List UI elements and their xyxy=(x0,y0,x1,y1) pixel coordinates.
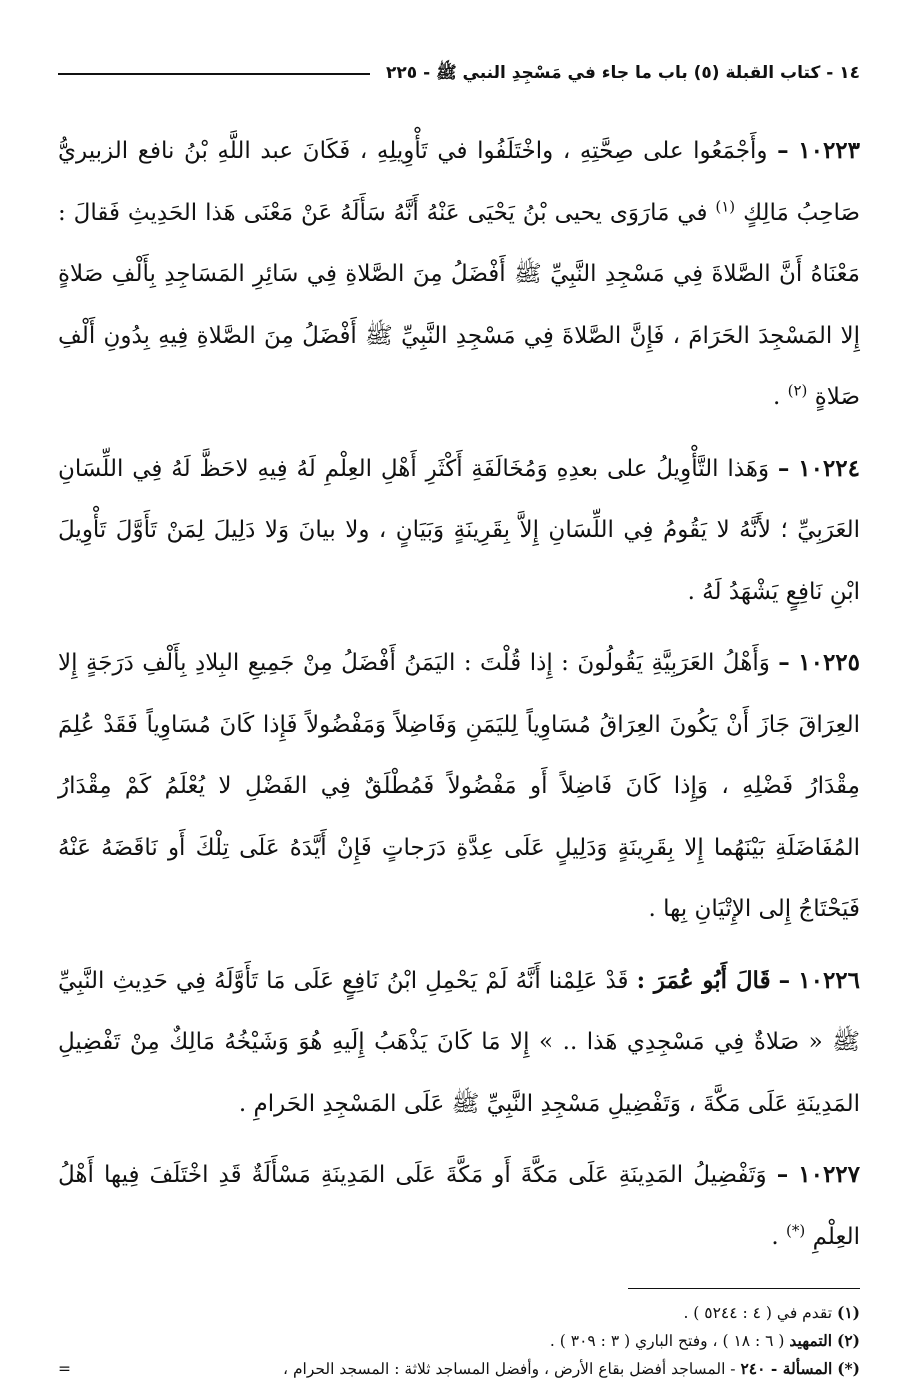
paragraph-number: ١٠٢٢٧ xyxy=(798,1161,861,1188)
footnote-mark: (*) xyxy=(837,1359,860,1378)
footnote-text: تقدم في ( ٤ : ٥٢٤٤ ) . xyxy=(683,1304,833,1322)
paragraph-dash: – xyxy=(778,649,790,676)
footnote-ref-2[interactable]: (٢) xyxy=(787,381,808,400)
paragraph-text-cont: في مَارَوَى يحيى بْنُ يَحْيَى عَنْهُ أَنَّهُ سَأَلَهُ عَنْ مَعْنَى هَذا الحَدِيثِ فَقالَ : مَعْنَاهُ أَنَّ الصَّلاةَ فِي مَسْجِدِ النَّبِيِّ ﷺ أَفْضَلُ مِنَ الصَّلاةِ فِي سَائِرِ المَسَاجِدِ بِأَلْفِ صَلاةٍ إِلا المَسْجِدَ الحَرَامَ ، فَإِنَّ الصَّلاةَ فِي مَسْجِدِ النَّبِيِّ ﷺ أَفْضَلُ مِنَ الصَّلاةِ فِيهِ بِدُونِ أَلْفِ صَلاةٍ xyxy=(58,199,860,410)
paragraph-text: قَدْ عَلِمْنا أَنَّهُ لَمْ يَحْمِلِ ابْنُ نَافِعٍ عَلَى مَا تَأَوَّلَهُ فِي حَدِيثِ النَّبِيِّ ﷺ « صَلاةٌ فِي مَسْجِدِي هَذا .. » إِلا مَا كَانَ يَذْهَبُ إِلَيهِ هُوَ وَشَيْخُهُ مَالِكٌ مِنْ تَفْضِيلِ المَدِينَةِ عَلَى مَكَّةَ ، وَتَفْضِيلِ مَسْجِدِ النَّبِيِّ ﷺ عَلَى المَسْجِدِ الحَرامِ . xyxy=(58,967,860,1117)
footnote-mark: (١) xyxy=(836,1303,860,1322)
footnote-1 xyxy=(58,1299,860,1327)
paragraph-text: وَهَذا التَّأْوِيلُ على بعدِهِ وَمُخَالَفَةِ أَكْثَرِ أَهْلِ العِلْمِ لَهُ فِيهِ لاحَظَّ لَهُ فِي اللِّسَانِ العَرَبِيِّ ؛ لأَنَّهُ لا يَقُومُ فِي اللِّسَانِ إِلاَّ بِقَرِينَةٍ وَبَيَانٍ ، ولا بيانَ وَلا دَلِيلَ لِمَنْ تَأَوَّلَ تَأْوِيلَ ابْنِ نَافِعٍ يَشْهَدُ لَهُ . xyxy=(58,455,860,605)
paragraph-dash: – xyxy=(777,137,789,164)
footnote-issue-label: المسألة - ٢٤٠ xyxy=(740,1359,833,1378)
speaker-attribution: قَالَ أَبُو عُمَرَ : xyxy=(636,966,771,994)
footnote-source: التمهيد xyxy=(789,1331,833,1350)
paragraph-number: ١٠٢٢٦ xyxy=(798,966,861,994)
footnote-2 xyxy=(58,1327,860,1355)
paragraph-text: وأَجْمَعُوا على صِحَّتِهِ ، واخْتَلَفُوا في تَأْوِيلِهِ ، فَكَانَ عبد اللَّهِ بْنُ نافع الزبيريُّ صَاحِبُ مَالِكٍ xyxy=(58,138,861,226)
footnotes xyxy=(58,1299,860,1383)
paragraph-10227 xyxy=(58,1144,860,1268)
paragraph-number: ١٠٢٢٥ xyxy=(798,649,861,676)
paragraph-number: ١٠٢٢٣ xyxy=(798,137,861,164)
book-page xyxy=(58,52,861,1378)
paragraph-10224 xyxy=(58,438,860,624)
paragraph-dash: – xyxy=(776,1161,789,1188)
footnote-mark: (٢) xyxy=(836,1331,860,1350)
paragraph-dash: – xyxy=(777,454,790,482)
paragraph-10225 xyxy=(58,632,860,941)
paragraph-end: . xyxy=(771,1223,779,1250)
footnote-text: ( ٦ : ١٨ ) ، وفتح الباري ( ٣ : ٣٠٩ ) . xyxy=(549,1332,785,1350)
running-title: ١٤ - كتاب القبلة (٥) باب ما جاء في مَسْجِدِ النبي ﷺ - ٢٢٥ xyxy=(386,62,860,83)
footnote-ref-1[interactable]: (١) xyxy=(715,196,736,215)
paragraph-text: وَتَفْضِيلُ المَدِينَةِ عَلَى مَكَّةَ أَو مَكَّةَ عَلَى المَدِينَةِ مَسْأَلَةٌ قَدِ اخْتَلَفَ فِيها أَهْلُ العِلْمِ xyxy=(58,1162,860,1250)
continuation-mark: = xyxy=(58,1360,71,1378)
footnote-text: - المساجد أفضل بقاع الأرض ، وأفضل المساجد ثلاثة : المسجد الحرام ، xyxy=(283,1360,736,1378)
paragraph-end: . xyxy=(772,384,781,410)
running-header xyxy=(58,52,860,96)
footnote-ref-star[interactable]: (*) xyxy=(786,1220,806,1239)
paragraph-dash: – xyxy=(778,966,791,994)
paragraph-text: وَأَهْلُ العَرَبِيَّةِ يَقُولُونَ : إِذا قُلْتَ : اليَمَنُ أَفْضَلُ مِنْ جَمِيعِ البِلادِ بِأَلْفِ دَرَجَةٍ إِلا العِرَاقَ جَازَ أَنْ يَكُونَ العِرَاقُ مُسَاوِياً لِليَمَنِ وَفَاضِلاً وَمَفْضُولاً فَإِذا كَانَ مُسَاوِياً فَقَدْ عُلِمَ مِقْدَارُ فَضْلِهِ ، وَإِذا كَانَ فَاضِلاً أَو مَفْضُولاً فَمُطْلَقٌ فِي الفَضْلِ لا يُعْلَمُ كَمْ مِقْدَارُ المُفَاضَلَةِ بَيْنَهُما إِلا بِقَرِينَةٍ وَدَلِيلٍ عَلَى عِدَّةِ دَرَجاتٍ فَإِنْ أَيَّدَهُ عَلَى تِلْكَ أَو نَاقَضَهُ عَنْهُ فَيَحْتَاجُ إِلى الإِتْيَانِ بِها . xyxy=(58,650,860,922)
footnote-star xyxy=(58,1355,860,1383)
header-rule xyxy=(58,73,370,75)
main-text xyxy=(58,120,860,1268)
paragraph-10226 xyxy=(58,950,860,1136)
footnote-separator xyxy=(628,1288,860,1289)
paragraph-number: ١٠٢٢٤ xyxy=(798,454,860,482)
paragraph-10223 xyxy=(58,120,860,429)
